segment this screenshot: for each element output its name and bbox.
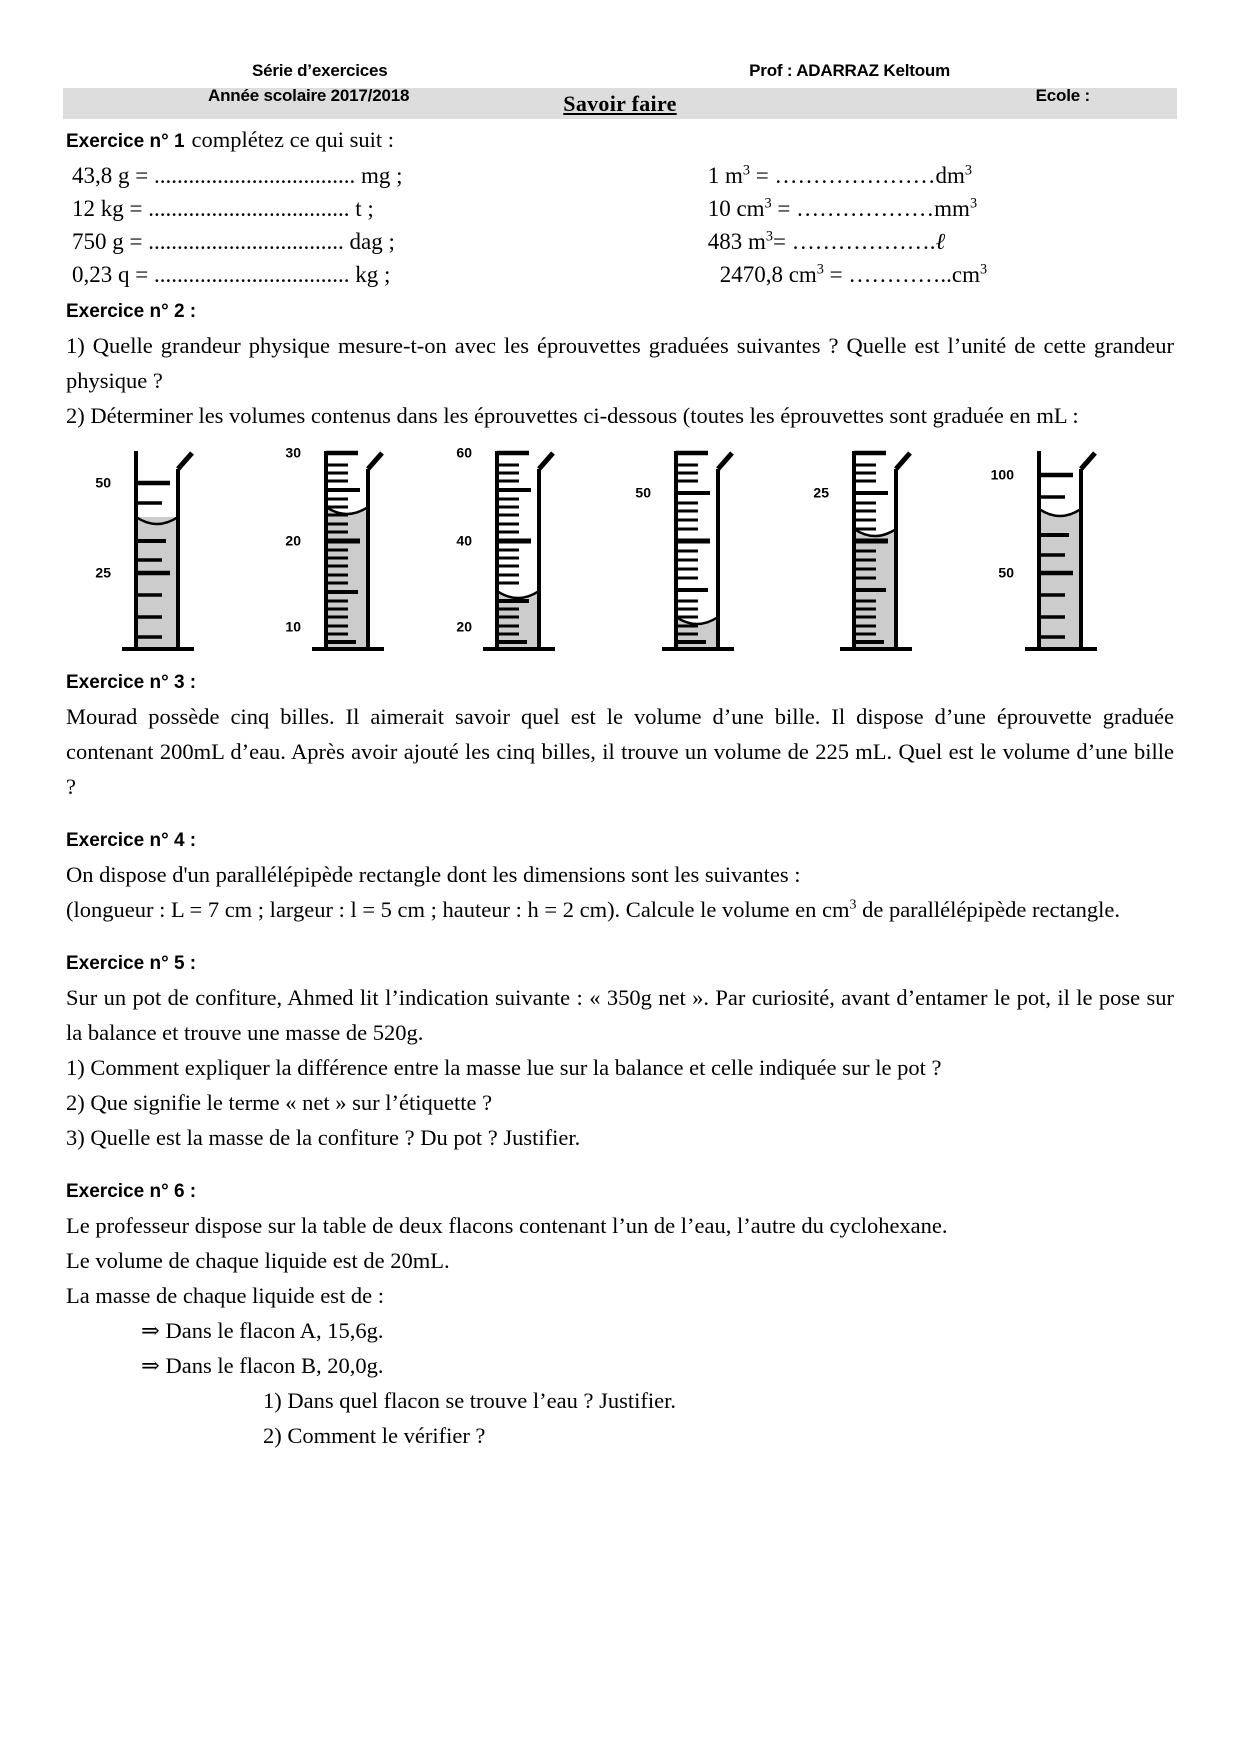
exercise-4-dimensions: (longueur : L = 7 cm ; largeur : l = 5 cm ; hauteur : h = 2 cm). Calcule le volume en cm [66, 897, 850, 922]
worksheet-body [0, 123, 1240, 1453]
cylinder-5-label-25: 25 [813, 484, 829, 501]
header-school-label: Ecole : [1035, 86, 1090, 105]
conversion-value: 43,8 g = [72, 163, 154, 188]
cylinder-1-label-50: 50 [95, 474, 111, 491]
cylinder-3-graphic [479, 445, 559, 659]
cylinder-3-label-40: 40 [456, 532, 472, 549]
conversion-unit: dm [935, 163, 965, 188]
exercise-1-heading-line [66, 123, 1174, 158]
header-series-label: Série d’exercices [252, 61, 388, 80]
header-school-year-label: Année scolaire 2017/2018 [208, 86, 410, 105]
exercise-3-body: Mourad possède cinq billes. Il aimerait savoir quel est le volume d’une bille. Il dispose d’une éprouvette graduée contenant 200mL d’eau. Après avoir ajouté les cinq billes, il trouve un volume de 225 mL. Quel est le volume d’une bille ? [66, 704, 1174, 799]
section-title: Savoir faire [563, 90, 677, 116]
exercise-1-right-column [648, 159, 1174, 291]
conversion-unit: kg ; [349, 262, 391, 287]
exercise-1-left-column [66, 159, 648, 291]
exercise-2-heading: Exercice n° 2 : [66, 301, 197, 322]
conversion-exponent: 3 [816, 261, 824, 278]
cylinder-4-label-50: 50 [635, 484, 651, 501]
conversion-value: 0,23 q = [72, 262, 154, 287]
conversion-row [72, 159, 648, 192]
cylinder-6-label-50: 50 [998, 564, 1014, 581]
conversion-row [708, 159, 1174, 192]
cylinder-6 [990, 445, 1101, 659]
conversion-exponent: 3 [764, 195, 772, 212]
exercise-4-heading-line [66, 822, 1174, 857]
conversion-value: 10 cm [707, 196, 765, 221]
cylinder-3-label-60: 60 [456, 444, 472, 461]
cylinder-2 [285, 444, 388, 659]
cylinder-1-graphic [118, 445, 198, 659]
cylinder-2-label-30: 30 [285, 444, 301, 461]
exercise-4-line-1: On dispose d'un parallélépipède rectangle dont les dimensions sont les suivantes : [66, 862, 801, 887]
conversion-unit: mm [934, 196, 970, 221]
cylinder-2-label-20: 20 [285, 532, 301, 549]
cylinder-5 [813, 445, 916, 659]
header-row-1 [150, 58, 1090, 83]
exercise-2-heading-line [66, 293, 1174, 328]
exercise-6-line-3: La masse de chaque liquide est de : [66, 1283, 385, 1308]
conversion-unit-exponent: 3 [969, 195, 978, 212]
cylinder-3 [456, 444, 559, 659]
conversion-row [72, 192, 648, 225]
conversion-dots: .................................. [153, 262, 350, 287]
exercise-5-heading: Exercice n° 5 : [66, 953, 197, 974]
exercise-6-bullet-1: ⇒ Dans le flacon A, 15,6g. [141, 1318, 384, 1343]
exercise-2-question-1: 1) Quelle grandeur physique mesure-t-on avec les éprouvettes graduées suivantes ? Quelle est l’unité de cette grandeur physique ? [66, 333, 1174, 393]
conversion-row [708, 192, 1174, 225]
exercise-6-sub-question-2: 2) Comment le vérifier ? [263, 1423, 486, 1448]
exercise-6-sub-question-1: 1) Dans quel flacon se trouve l’eau ? Justifier. [263, 1388, 676, 1413]
cylinder-2-graphic [308, 445, 388, 659]
cylinder-6-label-100: 100 [990, 466, 1014, 483]
conversion-unit: ℓ [935, 229, 946, 254]
conversion-unit-exponent: 3 [964, 162, 972, 179]
exercise-3-heading-line [66, 664, 1174, 699]
exercise-1-conversions [66, 159, 1174, 291]
conversion-dots: ……………… [796, 196, 935, 221]
exercise-4-heading: Exercice n° 4 : [66, 830, 197, 851]
exercise-6-heading: Exercice n° 6 : [66, 1181, 197, 1202]
conversion-value: 1 m [707, 163, 743, 188]
graduated-cylinders-figure [66, 439, 1174, 659]
cylinder-4 [635, 445, 738, 659]
cylinder-2-label-10: 10 [285, 618, 301, 635]
spacer [66, 1155, 1174, 1173]
conversion-dots: ................................... [148, 196, 350, 221]
conversion-exponent: 3 [742, 162, 750, 179]
cylinder-1 [95, 445, 198, 659]
conversion-unit: cm [951, 262, 981, 287]
spacer [66, 927, 1174, 945]
conversion-dots: ………………. [791, 229, 936, 254]
exercise-6-line-2: Le volume de chaque liquide est de 20mL. [66, 1248, 450, 1273]
conversion-equals: = [749, 163, 775, 188]
exercise-5-question-2: 2) Que signifie le terme « net » sur l’étiquette ? [66, 1090, 493, 1115]
conversion-row [72, 258, 648, 291]
conversion-unit: t ; [349, 196, 374, 221]
exercise-5-question-1: 1) Comment expliquer la différence entre la masse lue sur la balance et celle indiquée sur le pot ? [66, 1055, 942, 1080]
spacer [66, 804, 1174, 822]
conversion-dots: ………………… [774, 163, 936, 188]
exercise-2-question-2: 2) Déterminer les volumes contenus dans les éprouvettes ci-dessous (toutes les éprouvettes sont graduée en mL : [66, 403, 1079, 428]
conversion-dots: ................................... [153, 163, 356, 188]
conversion-row [72, 225, 648, 258]
cylinder-6-graphic [1021, 445, 1101, 659]
conversion-value: 2470,8 cm [719, 262, 817, 287]
conversion-value: 750 g = [72, 229, 149, 254]
exercise-1-heading: Exercice n° 1 [66, 131, 185, 152]
exercise-4-tail: de parallélépipède rectangle. [856, 897, 1121, 922]
cylinder-4-graphic [658, 445, 738, 659]
conversion-unit: mg ; [355, 163, 403, 188]
cylinder-1-label-25: 25 [95, 564, 111, 581]
exercise-4-exponent: 3 [849, 897, 857, 913]
conversion-value: 483 m [707, 229, 766, 254]
conversion-row [708, 258, 1174, 291]
conversion-equals: = [823, 262, 849, 287]
exercise-3-heading: Exercice n° 3 : [66, 672, 197, 693]
conversion-unit-exponent: 3 [980, 261, 988, 278]
exercise-4-line-2 [66, 892, 1174, 927]
conversion-value: 12 kg = [72, 196, 149, 221]
exercise-6-body: Le professeur dispose sur la table de deux flacons contenant l’un de l’eau, l’autre du cyclohexane. [66, 1213, 948, 1238]
exercise-1-prompt: complétez ce qui suit : [191, 127, 394, 152]
exercise-5-body: Sur un pot de confiture, Ahmed lit l’indication suivante : « 350g net ». Par curiosité, avant d’entamer le pot, il le pose sur la balance et trouve une masse de 520g. [66, 985, 1174, 1045]
header-row-2 [150, 83, 1090, 108]
cylinder-5-graphic [836, 445, 916, 659]
cylinder-3-label-20: 20 [456, 618, 472, 635]
exercise-6-bullet-2: ⇒ Dans le flacon B, 20,0g. [141, 1353, 384, 1378]
conversion-dots: ………….. [848, 262, 952, 287]
exercise-5-question-3: 3) Quelle est la masse de la confiture ? Du pot ? Justifier. [66, 1125, 581, 1150]
exercise-5-heading-line [66, 945, 1174, 980]
conversion-equals: = [771, 196, 797, 221]
conversion-unit: dag ; [343, 229, 395, 254]
conversion-equals: = [772, 229, 792, 254]
header-professor-label: Prof : ADARRAZ Keltoum [749, 61, 950, 80]
conversion-dots: .................................. [148, 229, 344, 254]
exercise-6-heading-line [66, 1173, 1174, 1208]
conversion-exponent: 3 [765, 228, 773, 245]
conversion-row [708, 225, 1174, 258]
